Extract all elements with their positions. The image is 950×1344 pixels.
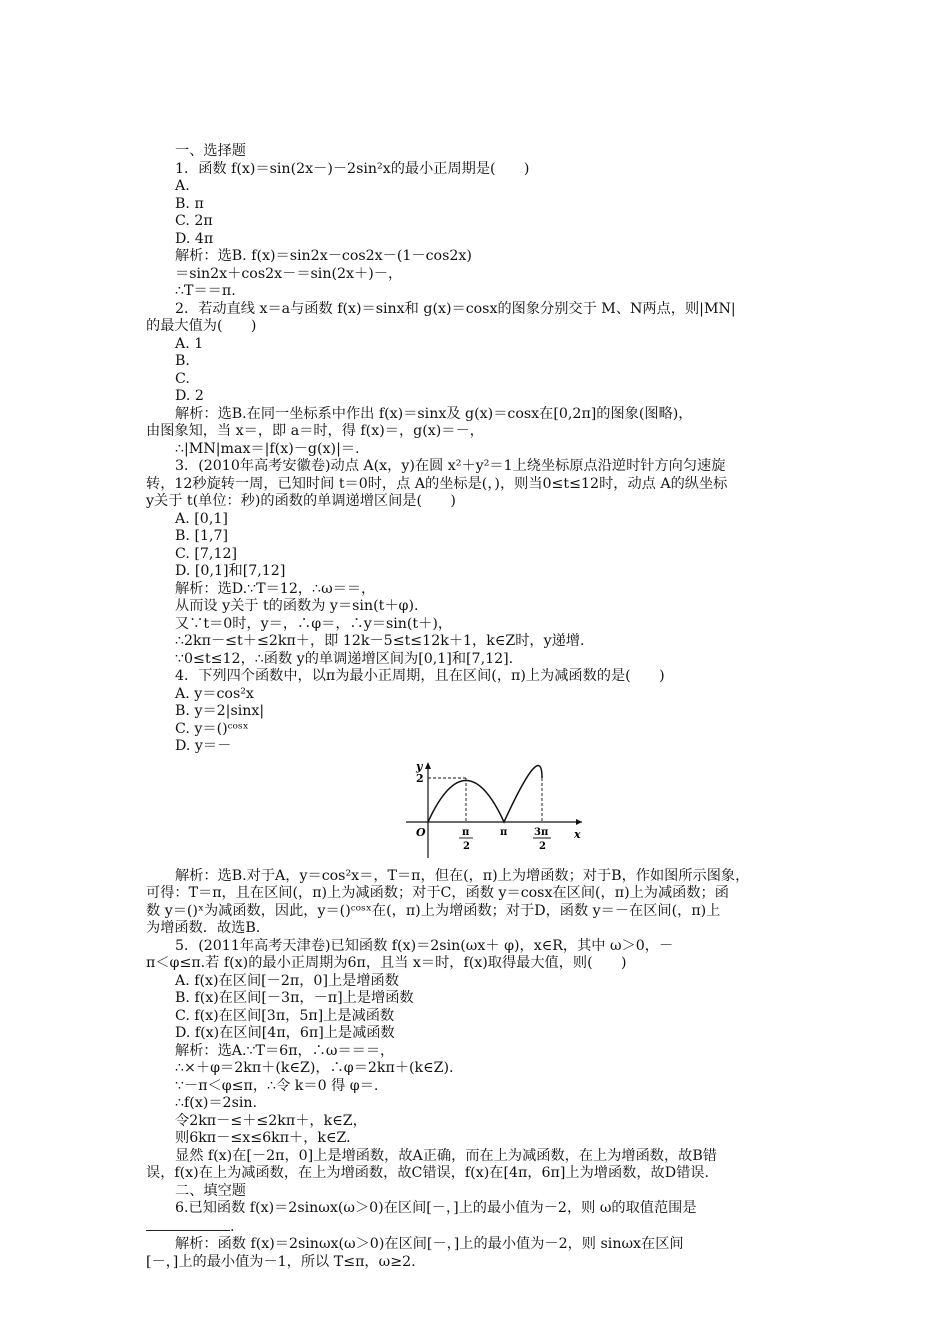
x-tick-pi-half-num: π — [462, 826, 470, 838]
q5-solution-line-1: 解析：选A.∵T＝6π，∴ω＝＝＝， — [175, 1042, 395, 1059]
q3-option-b: B. [1,7] — [175, 528, 229, 544]
q2-option-a: A. 1 — [175, 335, 204, 352]
q5-solution-line-4: ∴f(x)＝2sin. — [175, 1095, 258, 1111]
q1-option-d: D. 4π — [175, 230, 214, 247]
q2-option-d: D. 2 — [175, 388, 204, 404]
q3-solution-line-3: 又∵t＝0时，y＝，∴φ＝，∴y＝sin(t＋)， — [175, 615, 453, 632]
q1-option-c: C. 2π — [175, 213, 213, 229]
section-heading-fill: 二、填空题 — [175, 1182, 246, 1199]
question-6: 6.已知函数 f(x)＝2sinωx(ω＞0)在区间[－，]上的最小值为－2，则 ω的取值范围是 — [175, 1200, 697, 1216]
x-tick-3pi-half-den: 2 — [539, 840, 546, 852]
answer-blank — [146, 1218, 230, 1231]
x-axis-label: x — [574, 827, 581, 841]
q2-option-c: C. — [175, 370, 190, 387]
q4-option-d: D. y＝－ — [175, 738, 232, 754]
q4-solution-line-4: 为增函数．故选B. — [146, 920, 261, 936]
q4-solution-line-2: 可得：T＝π，且在区间(，π)上为减函数；对于C，函数 y＝cosx在区间(，π)上为减函数；函 — [146, 885, 729, 901]
q2-solution-line-1: 解析：选B.在同一坐标系中作出 f(x)＝sinx及 g(x)＝cosx在[0,2π]的图象(图略)， — [175, 405, 693, 422]
q5-solution-line-5: 令2kπ－≤＋≤2kπ＋，k∈Z， — [175, 1112, 367, 1129]
question-3-line-3: y关于 t(单位：秒)的函数的单调递增区间是( ) — [146, 493, 456, 509]
q5-option-b: B. f(x)在区间[－3π，－π]上是增函数 — [175, 990, 414, 1006]
q3-solution-line-5: ∵0≤t≤12，∴函数 y的单调递增区间为[0,1]和[7,12]. — [175, 650, 514, 667]
q6-solution-line-1: 解析：函数 f(x)＝2sinωx(ω＞0)在区间[－，]上的最小值为－2，则 sinωx在区间 — [175, 1236, 684, 1252]
document-body — [146, 143, 814, 1271]
q5-solution-line-8: 误，f(x)在上为减函数，在上为增函数，故C错误，f(x)在[4π，6π]上为增函数，故D错误. — [146, 1165, 709, 1181]
question-4: 4．下列四个函数中，以π为最小正周期，且在区间(，π)上为减函数的是( ) — [175, 668, 665, 684]
question-3-line-2: 转，12秒旋转一周，已知时间 t＝0时，点 A的坐标是(，)，则当0≤t≤12时，动点 A的纵坐标 — [146, 475, 728, 492]
question-2-line-2: 的最大值为( ) — [146, 318, 257, 334]
y-axis-arrow — [425, 762, 431, 769]
q5-option-d: D. f(x)在区间[4π，6π]上是减函数 — [175, 1025, 395, 1041]
y-tick-2: 2 — [416, 771, 424, 785]
q1-solution-line-2: ＝sin2x＋cos2x－＝sin(2x＋)－， — [175, 265, 403, 282]
x-axis-arrow — [576, 819, 582, 825]
q1-option-a: A. — [175, 178, 190, 194]
q5-solution-line-6: 则6kπ－≤x≤6kπ＋，k∈Z. — [175, 1130, 351, 1146]
question-5-line-2: π＜φ≤π.若 f(x)的最小正周期为6π，且当 x＝时，f(x)取得最大值，则( ) — [146, 955, 627, 971]
q4-option-c: C. y＝()ᶜᵒˢˣ — [175, 720, 249, 737]
question-6-answer-line — [146, 1218, 814, 1237]
section-heading-choice: 一、选择题 — [175, 143, 246, 159]
curve-abs-sin — [428, 765, 542, 821]
q2-option-b: B. — [175, 353, 190, 369]
q4-solution-line-3: 数 y＝()ˣ为减函数，因此，y＝()ᶜᵒˢˣ在(，π)上为增函数；对于D，函数 y＝－在区间(，π)上 — [146, 902, 721, 919]
q2-solution-line-2: 由图象知，当 x＝，即 a＝时，得 f(x)＝，g(x)＝－， — [146, 423, 484, 439]
question-2-line-1: 2．若动直线 x＝a与函数 f(x)＝sinx和 g(x)＝cosx的图象分别交于 M、N两点，则|MN| — [175, 300, 736, 317]
q3-solution-line-2: 从而设 y关于 t的函数为 y＝sin(t＋φ). — [175, 598, 419, 614]
question-6-end: . — [230, 1218, 235, 1235]
q3-solution-line-4: ∴2kπ－≤t＋≤2kπ＋，即 12k－5≤t≤12k＋1，k∈Z时，y递增. — [175, 633, 585, 649]
q3-option-d: D. [0,1]和[7,12] — [175, 563, 286, 579]
q4-solution-line-1: 解析：选B.对于A，y＝cos²x＝，T＝π，但在(，π)上为增函数；对于B，作如图所示图象， — [175, 867, 750, 884]
q5-solution-line-3: ∵－π＜φ≤π，∴令 k＝0 得 φ＝. — [175, 1077, 379, 1094]
question-3-line-1: 3．(2010年高考安徽卷)动点 A(x，y)在圆 x²＋y²＝1上绕坐标原点沿逆时针方向匀速旋 — [175, 458, 726, 474]
abs-sin-graph — [400, 760, 590, 866]
x-tick-pi: π — [500, 826, 508, 838]
q5-solution-line-2: ∴×＋φ＝2kπ＋(k∈Z)，∴φ＝2kπ＋(k∈Z). — [175, 1060, 454, 1076]
function-graph-figure — [146, 756, 814, 868]
question-1: 1．函数 f(x)＝sin(2x－)－2sin²x的最小正周期是( ) — [175, 160, 530, 177]
q5-option-a: A. f(x)在区间[－2π，0]上是增函数 — [175, 972, 399, 989]
q2-solution-line-3: ∴|MN|max＝|f(x)－g(x)|＝. — [175, 440, 360, 457]
q3-solution-line-1: 解析：选D.∵T＝12，∴ω＝＝， — [175, 580, 376, 597]
q6-solution-line-2: [－，]上的最小值为－1，所以 T≤π，ω≥2. — [146, 1253, 416, 1270]
x-tick-pi-half-den: 2 — [463, 840, 470, 852]
q1-solution-line-3: ∴T＝＝π. — [175, 283, 236, 299]
question-5-line-1: 5．(2011年高考天津卷)已知函数 f(x)＝2sin(ωx＋ φ)，x∈R，其中 ω＞0，－ — [175, 937, 674, 954]
origin-label: O — [416, 825, 426, 839]
q5-solution-line-7: 显然 f(x)在[－2π，0]上是增函数，故A正确，而在上为减函数，在上为增函数，故B错 — [175, 1147, 717, 1164]
q1-option-b: B. π — [175, 195, 204, 212]
q1-solution-line-1: 解析：选B. f(x)＝sin2x－cos2x－(1－cos2x) — [175, 248, 472, 264]
q5-option-c: C. f(x)在区间[3π，5π]上是减函数 — [175, 1007, 395, 1024]
q4-option-a: A. y＝cos²x — [175, 685, 254, 702]
y-axis-label: y — [416, 759, 423, 773]
q3-option-c: C. [7,12] — [175, 545, 238, 562]
x-tick-3pi-half-num: 3π — [534, 826, 549, 838]
q3-option-a: A. [0,1] — [175, 510, 228, 527]
q4-option-b: B. y＝2|sinx| — [175, 703, 265, 719]
